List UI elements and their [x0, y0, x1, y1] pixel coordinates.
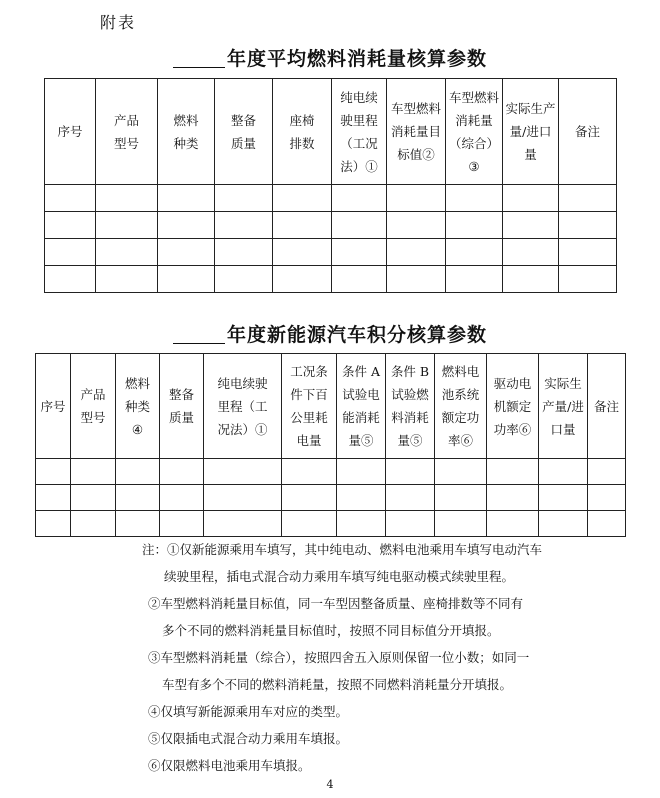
table-cell[interactable] — [71, 459, 116, 485]
header-cell: 纯电续 驶里程 （工况 法）① — [332, 79, 387, 185]
table-row — [36, 459, 626, 485]
table-cell[interactable] — [387, 185, 446, 212]
table-row — [45, 239, 617, 266]
table-cell[interactable] — [282, 485, 337, 511]
table-cell[interactable] — [332, 239, 387, 266]
table-cell[interactable] — [45, 212, 96, 239]
note-line: ②车型燃料消耗量目标值，同一车型因整备质量、座椅排数等不同有 — [148, 596, 524, 611]
table-cell[interactable] — [539, 511, 588, 537]
header-cell: 车型燃料 消耗量目 标值② — [387, 79, 446, 185]
table-cell[interactable] — [160, 459, 204, 485]
table-row — [45, 212, 617, 239]
table2-title-text: 年度新能源汽车积分核算参数 — [226, 324, 487, 346]
note-line: ⑥仅限燃料电池乘用车填报。 — [148, 758, 311, 773]
table-cell[interactable] — [215, 185, 273, 212]
table2-title — [0, 320, 660, 347]
appendix-label: 附表 — [100, 13, 137, 32]
table-cell[interactable] — [204, 485, 282, 511]
table-cell[interactable] — [387, 266, 446, 293]
table-cell[interactable] — [160, 511, 204, 537]
header-cell: 燃料电 池系统 额定功 率⑥ — [435, 354, 487, 459]
table-cell[interactable] — [282, 511, 337, 537]
table-cell[interactable] — [539, 459, 588, 485]
table-cell[interactable] — [160, 485, 204, 511]
table-cell[interactable] — [588, 485, 626, 511]
table-cell[interactable] — [116, 459, 160, 485]
table-cell[interactable] — [435, 511, 487, 537]
table-cell[interactable] — [386, 485, 435, 511]
table-cell[interactable] — [337, 511, 386, 537]
note-line: 车型有多个不同的燃料消耗量，按照不同燃料消耗量分开填报。 — [162, 677, 513, 692]
header-cell: 备注 — [588, 354, 626, 459]
table-cell[interactable] — [273, 266, 332, 293]
table-cell[interactable] — [503, 185, 559, 212]
note-line: 多个不同的燃料消耗量目标值时，按照不同目标值分开填报。 — [162, 623, 500, 638]
table-cell[interactable] — [503, 266, 559, 293]
page-number: 4 — [326, 778, 334, 791]
header-cell: 纯电续驶 里程（工 况法）① — [204, 354, 282, 459]
nev-credit-table — [35, 353, 626, 537]
table-cell[interactable] — [215, 266, 273, 293]
table-cell[interactable] — [446, 185, 503, 212]
note-line: ③车型燃料消耗量（综合），按照四舍五入原则保留一位小数；如同一 — [148, 650, 530, 665]
header-cell: 整备 质量 — [160, 354, 204, 459]
table-cell[interactable] — [158, 266, 215, 293]
header-cell: 车型燃料 消耗量 （综合） ③ — [446, 79, 503, 185]
table-cell[interactable] — [332, 185, 387, 212]
header-cell: 燃料 种类 ④ — [116, 354, 160, 459]
table-cell[interactable] — [96, 212, 158, 239]
table-cell[interactable] — [204, 459, 282, 485]
table-cell[interactable] — [96, 239, 158, 266]
table-cell[interactable] — [446, 266, 503, 293]
header-cell: 驱动电 机额定 功率⑥ — [487, 354, 539, 459]
note-line: 注：①仅新能源乘用车填写，其中纯电动、燃料电池乘用车填写电动汽车 — [142, 542, 543, 557]
year-blank — [173, 49, 225, 68]
table1-title-text: 年度平均燃料消耗量核算参数 — [226, 48, 487, 70]
header-cell: 整备 质量 — [215, 79, 273, 185]
table-cell[interactable] — [273, 212, 332, 239]
header-cell: 实际生 产量/进 口量 — [539, 354, 588, 459]
table-cell[interactable] — [36, 511, 71, 537]
table-cell[interactable] — [487, 485, 539, 511]
table-header-row — [36, 354, 626, 459]
table-cell[interactable] — [446, 212, 503, 239]
table-cell[interactable] — [273, 185, 332, 212]
table-header-row — [45, 79, 617, 185]
table-row — [36, 511, 626, 537]
table-cell[interactable] — [71, 485, 116, 511]
table-cell[interactable] — [559, 239, 617, 266]
table-cell[interactable] — [215, 239, 273, 266]
table-cell[interactable] — [36, 485, 71, 511]
table-cell[interactable] — [158, 185, 215, 212]
table-cell[interactable] — [435, 485, 487, 511]
table-cell[interactable] — [386, 459, 435, 485]
table-cell[interactable] — [215, 212, 273, 239]
note-line: 续驶里程，插电式混合动力乘用车填写纯电驱动模式续驶里程。 — [164, 569, 515, 584]
header-cell: 序号 — [45, 79, 96, 185]
table-row — [45, 185, 617, 212]
header-cell: 备注 — [559, 79, 617, 185]
fuel-consumption-table — [44, 78, 617, 293]
table-cell[interactable] — [435, 459, 487, 485]
table-cell[interactable] — [158, 212, 215, 239]
table-cell[interactable] — [96, 266, 158, 293]
table-cell[interactable] — [158, 239, 215, 266]
table-cell[interactable] — [204, 511, 282, 537]
table-cell[interactable] — [487, 459, 539, 485]
table-row — [36, 485, 626, 511]
table1-title — [0, 44, 660, 71]
table-cell[interactable] — [539, 485, 588, 511]
table-cell[interactable] — [45, 266, 96, 293]
table-cell[interactable] — [116, 511, 160, 537]
table-cell[interactable] — [387, 239, 446, 266]
table-cell[interactable] — [559, 185, 617, 212]
header-cell: 座椅 排数 — [273, 79, 332, 185]
year-blank — [173, 325, 225, 344]
table-cell[interactable] — [332, 212, 387, 239]
table-cell[interactable] — [45, 185, 96, 212]
table-cell[interactable] — [588, 511, 626, 537]
table-cell[interactable] — [45, 239, 96, 266]
table-cell[interactable] — [503, 212, 559, 239]
note-line: ④仅填写新能源乘用车对应的类型。 — [148, 704, 349, 719]
table-cell[interactable] — [588, 459, 626, 485]
header-cell: 产品 型号 — [71, 354, 116, 459]
header-cell: 产品 型号 — [96, 79, 158, 185]
header-cell: 实际生产 量/进口 量 — [503, 79, 559, 185]
table-row — [45, 266, 617, 293]
table-cell[interactable] — [503, 239, 559, 266]
table-cell[interactable] — [337, 459, 386, 485]
header-cell: 条件 A 试验电 能消耗 量⑤ — [337, 354, 386, 459]
header-cell: 序号 — [36, 354, 71, 459]
table-cell[interactable] — [282, 459, 337, 485]
table-cell[interactable] — [116, 485, 160, 511]
table-cell[interactable] — [337, 485, 386, 511]
table-cell[interactable] — [386, 511, 435, 537]
table-cell[interactable] — [273, 239, 332, 266]
note-line: ⑤仅限插电式混合动力乘用车填报。 — [148, 731, 349, 746]
table-cell[interactable] — [446, 239, 503, 266]
table-cell[interactable] — [36, 459, 71, 485]
header-cell: 工况条 件下百 公里耗 电量 — [282, 354, 337, 459]
table-cell[interactable] — [387, 212, 446, 239]
header-cell: 燃料 种类 — [158, 79, 215, 185]
table-cell[interactable] — [487, 511, 539, 537]
table-cell[interactable] — [96, 185, 158, 212]
table-cell[interactable] — [559, 266, 617, 293]
table-cell[interactable] — [332, 266, 387, 293]
header-cell: 条件 B 试验燃 料消耗 量⑤ — [386, 354, 435, 459]
table-cell[interactable] — [559, 212, 617, 239]
table-cell[interactable] — [71, 511, 116, 537]
